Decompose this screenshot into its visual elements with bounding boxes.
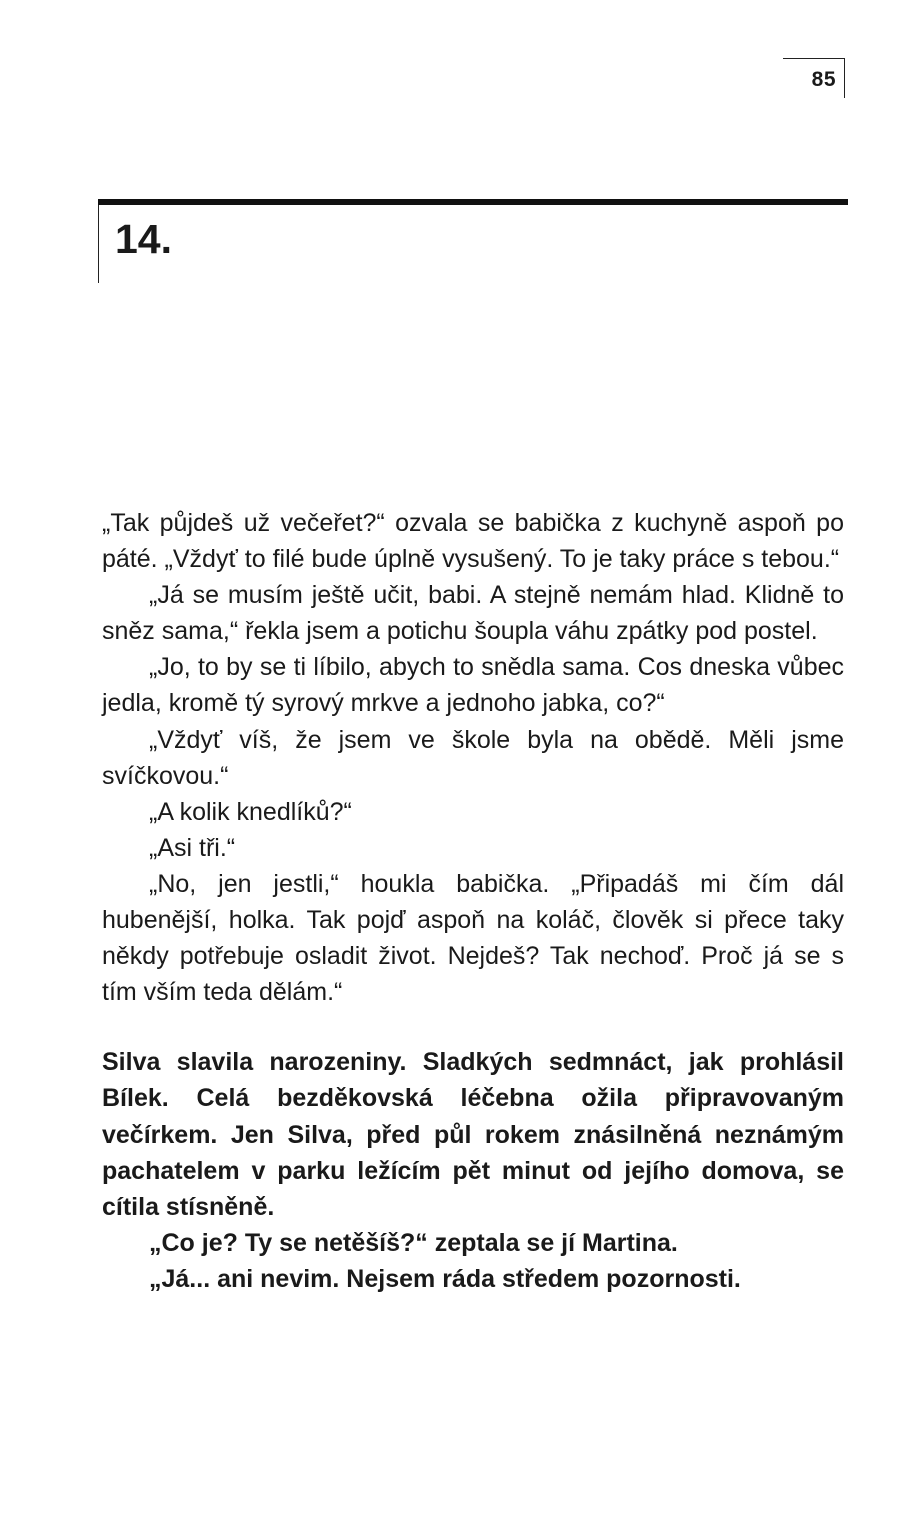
chapter-side-rule [98,205,99,283]
paragraph: „Vždyť víš, že jsem ve škole byla na obědě. Měli jsme svíčkovou.“ [102,725,844,790]
chapter-rule [98,199,848,205]
paragraph: „Asi tři.“ [149,833,236,862]
paragraph: „Tak půjdeš už večeřet?“ ozvala se babička z kuchyně aspoň po páté. „Vždyť to filé bude úplně vysušený. To je taky práce s tebou.“ [102,509,844,574]
page-number: 85 [811,68,836,91]
paragraph: „Já se musím ještě učit, babi. A stejně nemám hlad. Klidně to sněz sama,“ řekla jsem a potichu šoupla váhu zpátky pod postel. [102,581,844,646]
bold-paragraph: Silva slavila narozeniny. Sladkých sedmnáct, jak prohlásil Bílek. Celá bezděkovská léčebna ožila připravovaným večírkem. Jen Silva, před půl rokem znásilněná neznámým pachatelem v parku ležícím pět minut od jejího domova, se cítila stísněně. [102,1048,844,1221]
paragraph: „Jo, to by se ti líbilo, abych to snědla sama. Cos dneska vůbec jedla, kromě tý syrový mrkve a jednoho jabka, co?“ [102,653,844,718]
bold-paragraph: „Já... ani nevim. Nejsem ráda středem pozornosti. [149,1264,741,1293]
paragraph: „A kolik knedlíků?“ [149,797,352,826]
paragraph: „No, jen jestli,“ houkla babička. „Připadáš mi čím dál hubenější, holka. Tak pojď aspoň na koláč, člověk si přece taky někdy potřebuje osladit život. Nejdeš? Tak nechoď. Proč já se s tím vším teda dělám.“ [102,869,844,1007]
bold-paragraph: „Co je? Ty se netěšíš?“ zeptala se jí Martina. [149,1228,678,1257]
page-number-frame [783,58,845,98]
body-text [102,505,844,1297]
chapter-title: 14. [115,216,172,262]
bold-section [102,1044,844,1297]
